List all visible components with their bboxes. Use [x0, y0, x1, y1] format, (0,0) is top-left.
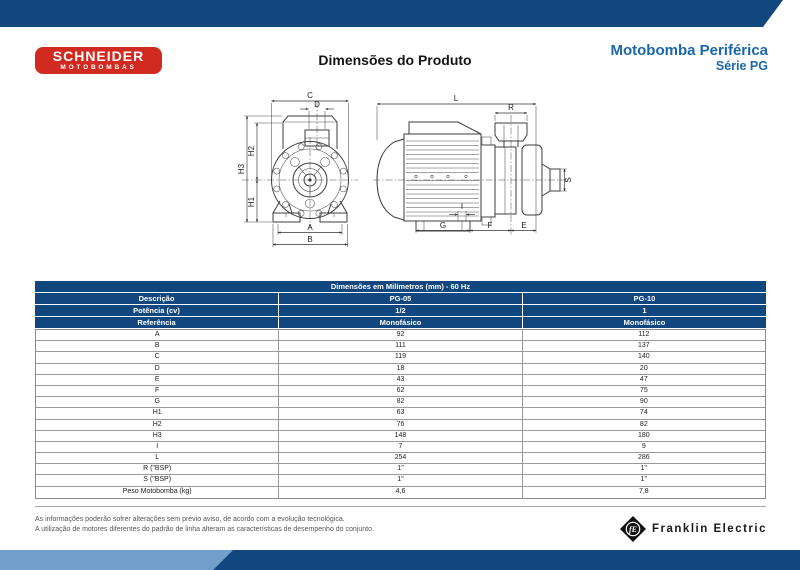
cell-pg05: 4,6 [279, 487, 522, 498]
page-title: Dimensões do Produto [318, 52, 472, 68]
cell-pg10: 74 [639, 409, 648, 417]
header-ref-label: Referência [35, 317, 279, 328]
cell-pg05: 76 [279, 420, 522, 430]
footer-notes [35, 515, 374, 535]
product-series: Série PG [715, 59, 768, 73]
top-band [0, 0, 800, 27]
cell-ref: H3 [36, 431, 279, 441]
dim-label-g: G [439, 221, 447, 230]
bottom-band-light [0, 550, 233, 570]
cell-ref: C [36, 352, 279, 362]
footer-note-2: A utilização de motores diferentes do padrão de linha alteram as características de desempenho do conjunto. [35, 526, 374, 533]
cell-ref: S ("BSP) [36, 475, 279, 485]
cell-pg10: 7,8 [638, 487, 649, 495]
table-header-reference [35, 317, 766, 328]
table-row [36, 341, 765, 352]
cell-pg05: 1" [279, 464, 522, 474]
cell-pg10: 1" [640, 465, 648, 473]
table-row [36, 364, 765, 375]
cell-ref: H1 [36, 408, 279, 418]
header-ref-pg05: Monofásico [279, 317, 523, 328]
table-header-description [35, 293, 766, 304]
cell-pg05: 119 [279, 352, 522, 362]
cell-ref: D [36, 364, 279, 374]
footer-divider [35, 506, 766, 507]
table-row [36, 453, 765, 464]
cell-pg05: 92 [279, 330, 522, 340]
cell-pg10: 9 [641, 442, 646, 450]
table-title: Dimensões em Milímetros (mm) - 60 Hz [35, 281, 766, 292]
cell-ref: E [36, 375, 279, 385]
cell-pg10: 180 [637, 431, 650, 439]
cell-pg10: 47 [639, 375, 648, 383]
table-row [36, 375, 765, 386]
dim-label-f: F [487, 221, 493, 230]
product-name: Motobomba Periférica [610, 42, 768, 59]
footer-note-1: As informações poderão sofrer alterações sem prévio aviso, de acordo com a evolução tecnológica. [35, 516, 345, 523]
header-desc-pg10: PG-10 [633, 294, 656, 303]
cell-pg10: 20 [639, 364, 648, 372]
front-view [242, 101, 358, 228]
header-power-pg10: 1 [642, 306, 647, 315]
cell-ref: F [36, 386, 279, 396]
table-row [36, 408, 765, 419]
table-row [36, 397, 765, 408]
dim-label-h1: H1 [247, 196, 256, 208]
cell-pg10: 1" [640, 476, 648, 484]
header-power-pg05: 1/2 [279, 305, 523, 316]
side-view [373, 115, 569, 235]
logo-line1: SCHNEIDER [52, 48, 145, 64]
header-ref-pg10: Monofásico [623, 318, 666, 327]
pump-dimensions-drawing [228, 85, 573, 253]
dim-label-i: I [460, 202, 464, 211]
bottom-band [0, 550, 800, 570]
logo-line2: MOTOBOMBAS [60, 64, 137, 71]
franklin-brand-text: Franklin Electric [652, 523, 767, 535]
cell-pg05: 63 [279, 408, 522, 418]
cell-ref: Peso Motobomba (kg) [36, 487, 279, 498]
cell-pg05: 254 [279, 453, 522, 463]
cell-pg05: 148 [279, 431, 522, 441]
cell-pg05: 1" [279, 475, 522, 485]
dim-label-s: S [564, 177, 573, 183]
schneider-logo [35, 47, 162, 74]
cell-ref: R ("BSP) [36, 464, 279, 474]
table-row [36, 420, 765, 431]
cell-pg05: 7 [279, 442, 522, 452]
franklin-electric-logo [620, 516, 767, 542]
cell-ref: H2 [36, 420, 279, 430]
dimensions-table [35, 281, 766, 499]
cell-pg05: 43 [279, 375, 522, 385]
cell-ref: L [36, 453, 279, 463]
cell-pg05: 62 [279, 386, 522, 396]
dim-label-d: D [314, 100, 320, 109]
dim-label-b: B [307, 235, 313, 244]
table-row [36, 431, 765, 442]
cell-ref: B [36, 341, 279, 351]
table-row [36, 330, 765, 341]
cell-pg10: 75 [639, 386, 648, 394]
table-row [36, 352, 765, 363]
dim-label-h3: H3 [237, 163, 246, 175]
cell-pg05: 18 [279, 364, 522, 374]
table-header-power [35, 305, 766, 316]
header-power-label: Potência (cv) [35, 305, 279, 316]
cell-pg10: 140 [637, 353, 650, 361]
front-dimensions [237, 91, 349, 247]
table-row [36, 475, 765, 486]
table-row [36, 442, 765, 453]
franklin-diamond-icon [620, 516, 646, 542]
cell-ref: A [36, 330, 279, 340]
dim-label-a: A [307, 223, 313, 232]
cell-pg10: 286 [637, 454, 650, 462]
bottom-band-dark [213, 550, 800, 570]
cell-ref: I [36, 442, 279, 452]
cell-pg05: 82 [279, 397, 522, 407]
cell-pg10: 82 [639, 420, 648, 428]
cell-ref: G [36, 397, 279, 407]
table-body [35, 329, 766, 499]
cell-pg10: 90 [639, 398, 648, 406]
table-row [36, 487, 765, 498]
dim-label-e: E [521, 221, 527, 230]
cell-pg05: 111 [279, 341, 522, 351]
dim-label-r: R [508, 103, 514, 112]
franklin-monogram: fE [629, 525, 638, 534]
table-row [36, 386, 765, 397]
dim-label-h2: H2 [247, 145, 256, 157]
cell-pg10: 112 [638, 331, 650, 338]
product-heading [610, 43, 768, 73]
header-desc-pg05: PG-05 [279, 293, 523, 304]
table-row [36, 464, 765, 475]
dim-label-l: L [453, 94, 459, 103]
dim-label-c: C [307, 91, 313, 100]
cell-pg10: 137 [637, 342, 650, 350]
header-desc-label: Descrição [35, 293, 279, 304]
